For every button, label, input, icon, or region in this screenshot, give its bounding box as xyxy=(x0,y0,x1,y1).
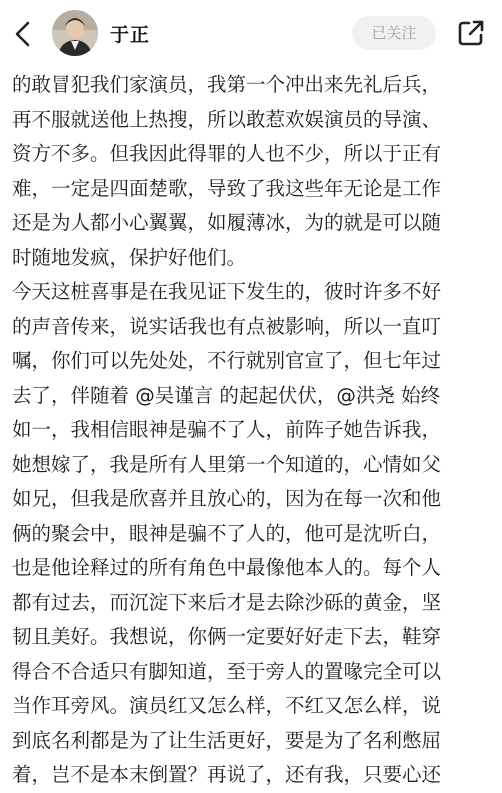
post-line: 俩的聚会中，眼神是骗不了人的，他可是沈听白， xyxy=(12,521,442,545)
post-line: 还是为人都小心翼翼，如履薄冰，为的就是可以随 xyxy=(12,211,442,234)
post-line: 资方不多。但我因此得罪的人也不少，所以于正有 xyxy=(12,142,442,165)
post-line: 今天这桩喜事是在我见证下发生的，彼时许多不好 xyxy=(12,280,442,303)
username[interactable]: 于正 xyxy=(110,24,151,46)
post-line: 得合不合适只有脚知道，至于旁人的置喙完全可以 xyxy=(12,659,442,683)
post-line: 去了，伴随着 @吴谨言 的起起伏伏，@洪尧 始终 xyxy=(12,383,441,407)
share-button[interactable] xyxy=(456,18,486,48)
post-line: 如兄，但我是欣喜并且放心的，因为在每一次和他 xyxy=(12,487,442,510)
back-button[interactable] xyxy=(12,20,36,48)
post-line: 的敢冒犯我们家演员，我第一个冲出来先礼后兵， xyxy=(12,73,442,96)
post-line: 都有过去，而沉淀下来后才是去除沙砾的黄金，坚 xyxy=(12,590,442,614)
post-line: 她想嫁了，我是所有人里第一个知道的，心情如父 xyxy=(12,452,442,476)
top-bar xyxy=(0,0,502,68)
post-line: 韧且美好。我想说，你俩一定要好好走下去，鞋穿 xyxy=(12,625,442,648)
post-text xyxy=(12,68,496,793)
post-line: 当作耳旁风。演员红又怎么样，不红又怎么样，说 xyxy=(12,694,442,717)
post-line: 也是他诠释过的所有角色中最像他本人的。每个人 xyxy=(12,556,442,579)
chevron-left-icon xyxy=(12,20,36,48)
post-line: 难，一定是四面楚歌，导致了我这些年无论是工作 xyxy=(12,176,442,200)
share-external-icon xyxy=(456,18,486,48)
post-line: 到底名利都是为了让生活更好，要是为了名利憋屈 xyxy=(12,728,442,752)
post-line: 嘱，你们可以先处处，不行就别官宣了，但七年过 xyxy=(12,349,442,372)
post-line: 如一，我相信眼神是骗不了人，前阵子她告诉我， xyxy=(12,418,442,441)
post-line: 再不服就送他上热搜，所以敢惹欢娱演员的导演、 xyxy=(12,107,442,131)
post-line: 着，岂不是本末倒置？再说了，还有我，只要心还 xyxy=(12,763,442,786)
avatar[interactable] xyxy=(52,10,98,56)
post-line: 的声音传来，说实话我也有点被影响，所以一直叮 xyxy=(12,314,442,338)
following-button[interactable]: 已关注 xyxy=(352,16,436,50)
avatar-image xyxy=(52,10,98,56)
post-line: 时随地发疯，保护好他们。 xyxy=(12,245,247,269)
